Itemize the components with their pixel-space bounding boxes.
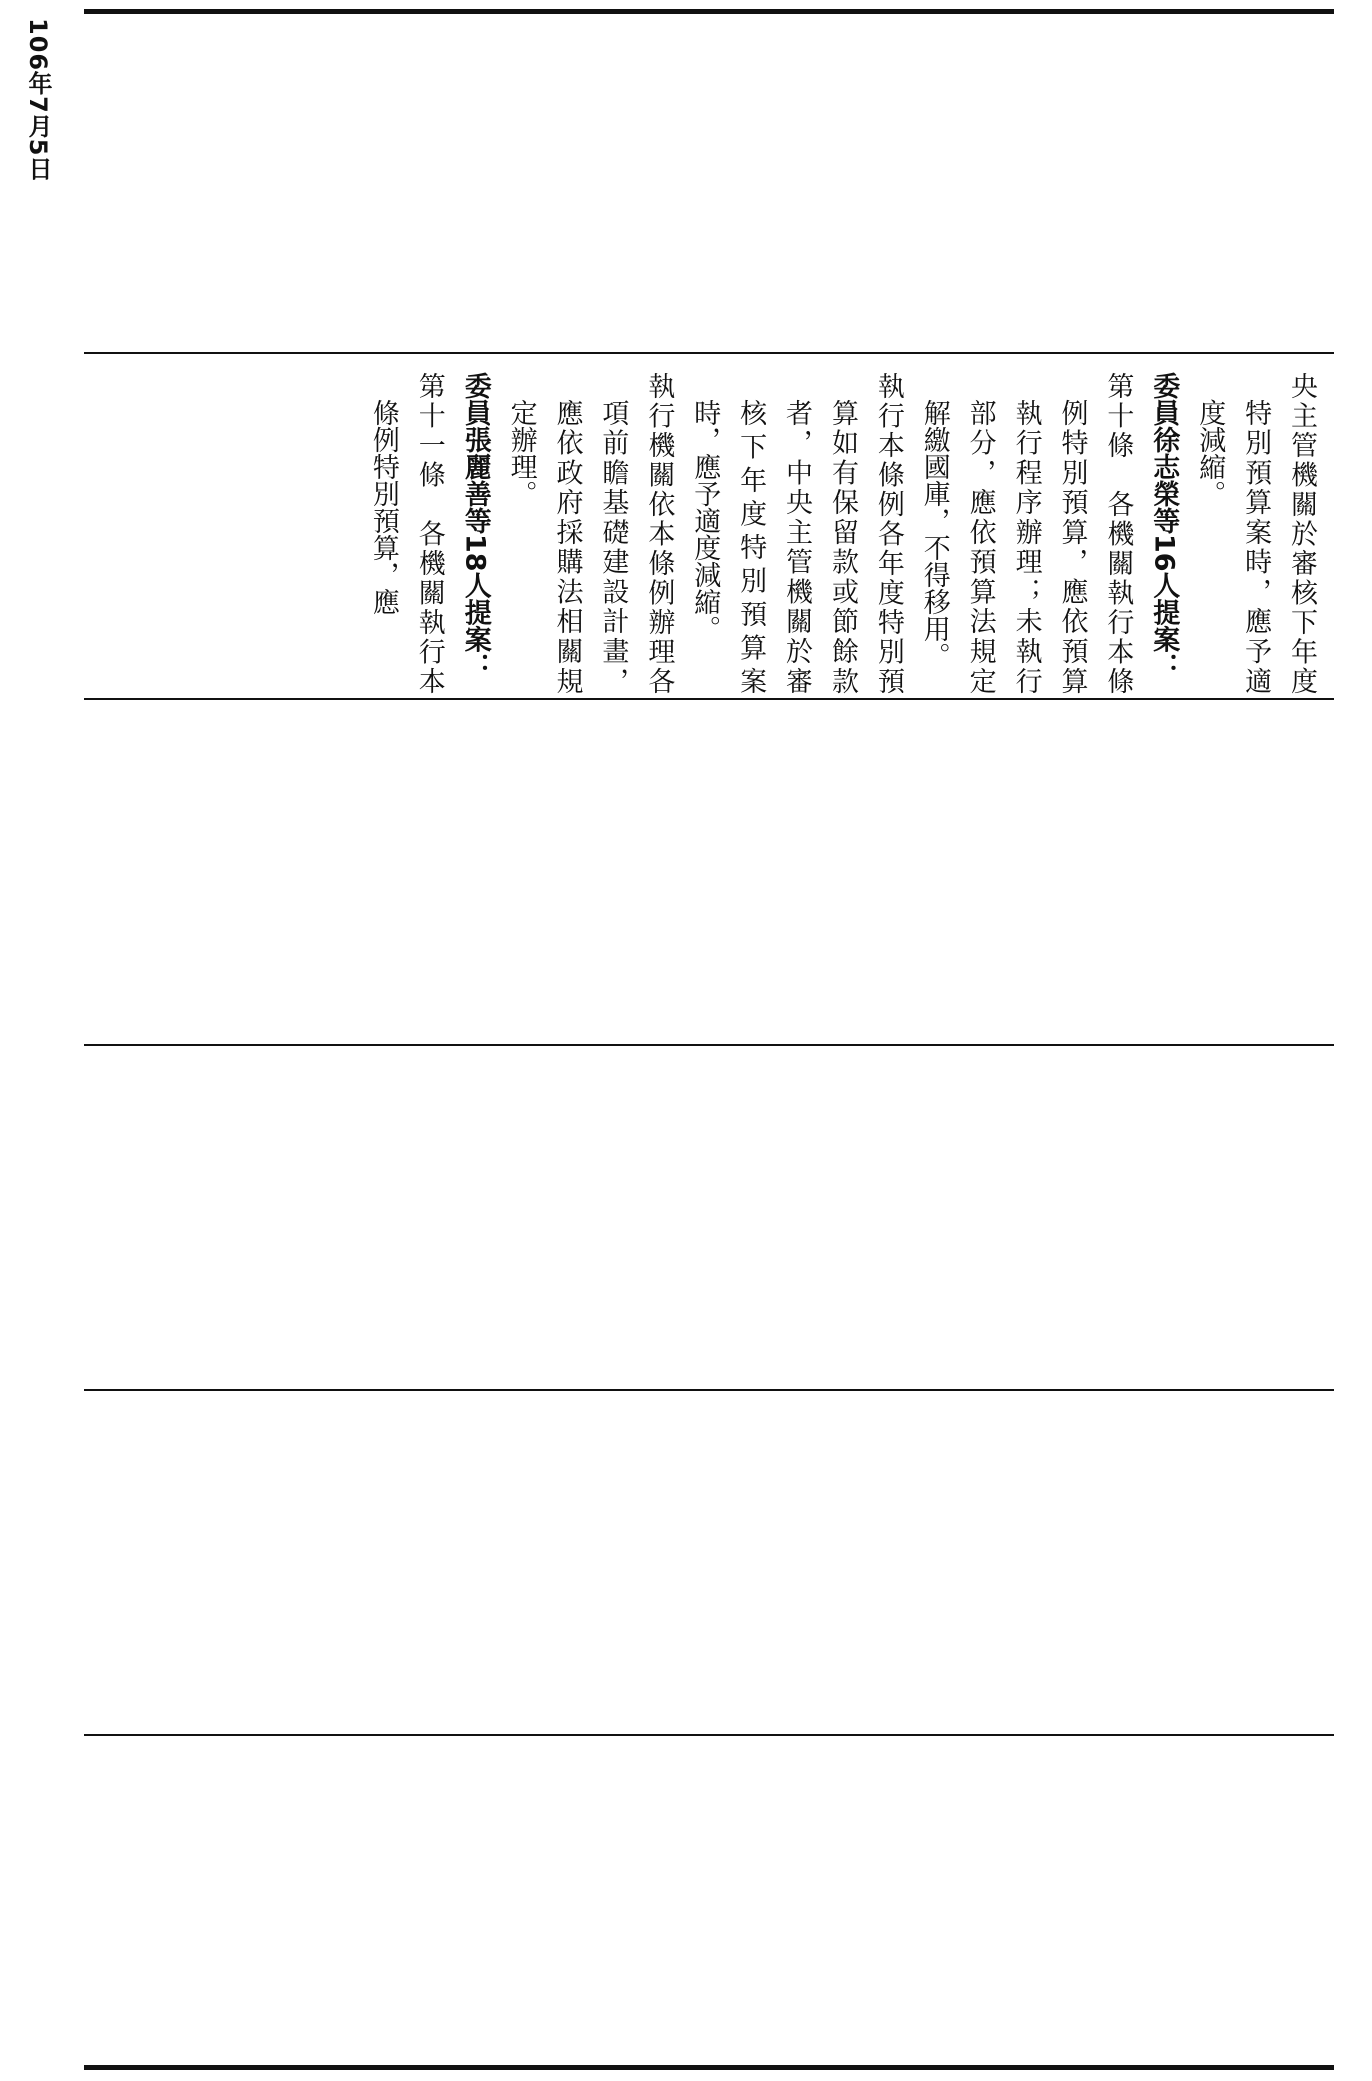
page-date: 106年7月5日 [24, 18, 52, 182]
proposal-heading: 委員張麗善等18人提案： [459, 372, 491, 680]
row-divider [84, 1044, 1334, 1046]
table-top-rule [84, 9, 1334, 14]
continued-paragraph: 央主管機關於審核下年度特別預算案時，應予適度減縮。 [1194, 372, 1317, 694]
row-divider [84, 698, 1334, 700]
proposal-heading: 委員徐志榮等16人提案： [1148, 372, 1180, 680]
article-paragraph: 執行機關依本條例辦理各項前瞻基礎建設計畫，應依政府採購法相關規定辦理。 [505, 372, 675, 694]
row-divider [84, 1734, 1334, 1736]
table-bottom-rule [84, 2065, 1334, 2070]
article-paragraph: 執行本條例各年度特別預算如有保留款或節餘款者，中央主管機關於審核下年度特別預算案時，應予適度減縮。 [689, 372, 904, 694]
article-paragraph: 第十條 各機關執行本條例特別預算，應依預算執行程序辦理；未執行部分，應依預算法規定解繳國庫，不得移用。 [918, 372, 1134, 694]
row-divider [84, 1389, 1334, 1391]
row-divider [84, 352, 1334, 354]
bill-text-column [104, 372, 1324, 694]
article-paragraph: 第十一條 各機關執行本條例特別預算，應 [367, 372, 445, 694]
